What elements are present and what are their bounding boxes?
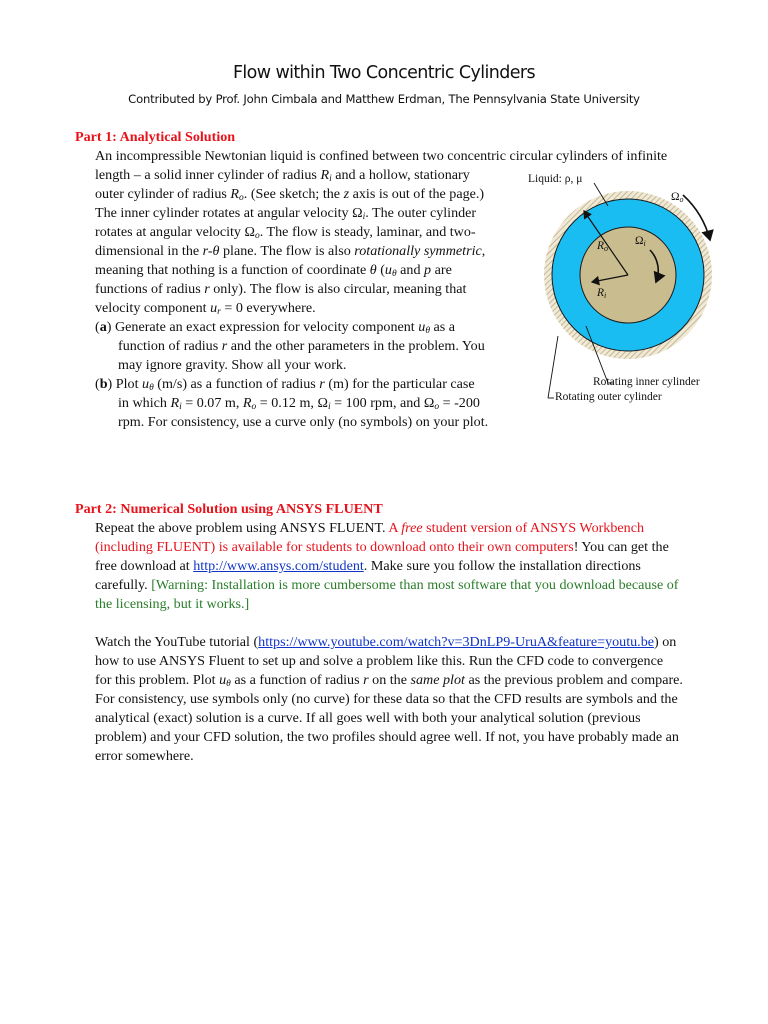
part1-item-a: (a) Generate an exact expression for velocity component $u_\theta$ as a bbox=[95, 319, 456, 336]
part1-line: outer cylinder of radius $R_o$. (See sketch; the z axis is out of the page.) bbox=[95, 186, 485, 203]
part2-line: analytical (exact) solution is a curve. If all goes well with both your analytical solution (previous bbox=[95, 710, 641, 726]
ro-label: $R_o$ bbox=[597, 240, 609, 253]
part1-item-b: (b) Plot $u_\theta$ (m/s) as a function of radius r (m) for the particular case bbox=[95, 376, 475, 393]
ansys-student-link[interactable]: http://www.ansys.com/student bbox=[193, 558, 364, 574]
part1-line: functions of radius r only). The flow is also circular, meaning that bbox=[95, 281, 467, 297]
part2-line: how to use ANSYS Fluent to set up and solve a problem like this. Run the CFD code to convergence bbox=[95, 653, 664, 669]
document-title: Flow within Two Concentric Cylinders bbox=[232, 63, 536, 83]
part2-line: For consistency, use symbols only (no curve) for these data so that the CFD results are symbols and the bbox=[95, 691, 678, 707]
part2-line: problem) and your CFD solution, the two profiles should agree well. If not, you have probably made an bbox=[95, 729, 679, 745]
part2-line: the licensing, but it works.] bbox=[95, 596, 250, 612]
part2-heading: Part 2: Numerical Solution using ANSYS FLUENT bbox=[75, 501, 383, 517]
outer-leader-line bbox=[548, 336, 558, 398]
part2-line: for this problem. Plot $u_\theta$ as a function of radius r on the same plot as the previous problem and compare. bbox=[95, 672, 683, 689]
part1-item-a: may ignore gravity. Show all your work. bbox=[118, 357, 347, 373]
part1-item-b: in which $R_i = 0.07$ m, $R_o = 0.12$ m, $\Omega_i = 100$ rpm, and $\Omega_o = -200$ bbox=[118, 395, 480, 412]
part2-line: error somewhere. bbox=[95, 748, 194, 764]
part1-line: The inner cylinder rotates at angular velocity $\Omega_i$. The outer cylinder bbox=[95, 205, 477, 222]
omega-i-label: $\Omega_i$ bbox=[635, 235, 646, 248]
liquid-label: Liquid: ρ, μ bbox=[528, 173, 583, 185]
youtube-tutorial-link[interactable]: https://www.youtube.com/watch?v=3DnLP9-UruA&feature=youtu.be bbox=[258, 634, 654, 650]
outer-cylinder-label: Rotating outer cylinder bbox=[555, 391, 662, 403]
part2-line: Watch the YouTube tutorial (https://www.youtube.com/watch?v=3DnLP9-UruA&feature=youtu.be) on bbox=[95, 634, 677, 650]
part2-line: Repeat the above problem using ANSYS FLUENT. A free student version of ANSYS Workbench bbox=[95, 520, 645, 536]
part2-line: free download at http://www.ansys.com/student. Make sure you follow the installation directions bbox=[95, 558, 641, 574]
part1-line: length – a solid inner cylinder of radius $R_i$ and a hollow, stationary bbox=[95, 167, 470, 184]
contributor-line: Contributed by Prof. John Cimbala and Matthew Erdman, The Pennsylvania State University bbox=[128, 92, 640, 106]
part1-heading: Part 1: Analytical Solution bbox=[75, 129, 236, 145]
part1-line: dimensional in the r-θ plane. The flow is also rotationally symmetric, bbox=[95, 243, 486, 259]
part2-line: carefully. [Warning: Installation is more cumbersome than most software that you download because of bbox=[95, 577, 679, 593]
concentric-cylinders-sketch bbox=[520, 168, 730, 408]
part2-line: (including FLUENT) is available for students to download onto their own computers! You can get the bbox=[95, 539, 669, 555]
part1-item-b: rpm. For consistency, use a curve only (no symbols) on your plot. bbox=[118, 414, 489, 430]
part1-line: An incompressible Newtonian liquid is confined between two concentric circular cylinders of infinite bbox=[95, 148, 668, 164]
part1-line: velocity component $u_r = 0$ everywhere. bbox=[95, 300, 316, 317]
ri-label: $R_i$ bbox=[597, 287, 607, 300]
part1-line: meaning that nothing is a function of coordinate θ ($u_\theta$ and p are bbox=[95, 262, 452, 279]
inner-cylinder-label: Rotating inner cylinder bbox=[593, 376, 700, 388]
part1-item-a: function of radius r and the other parameters in the problem. You bbox=[118, 338, 485, 354]
omega-o-label: $\Omega_o$ bbox=[671, 191, 684, 204]
part1-line: rotates at angular velocity $\Omega_o$. The flow is steady, laminar, and two- bbox=[95, 224, 476, 241]
sketch-drawing bbox=[520, 168, 730, 408]
